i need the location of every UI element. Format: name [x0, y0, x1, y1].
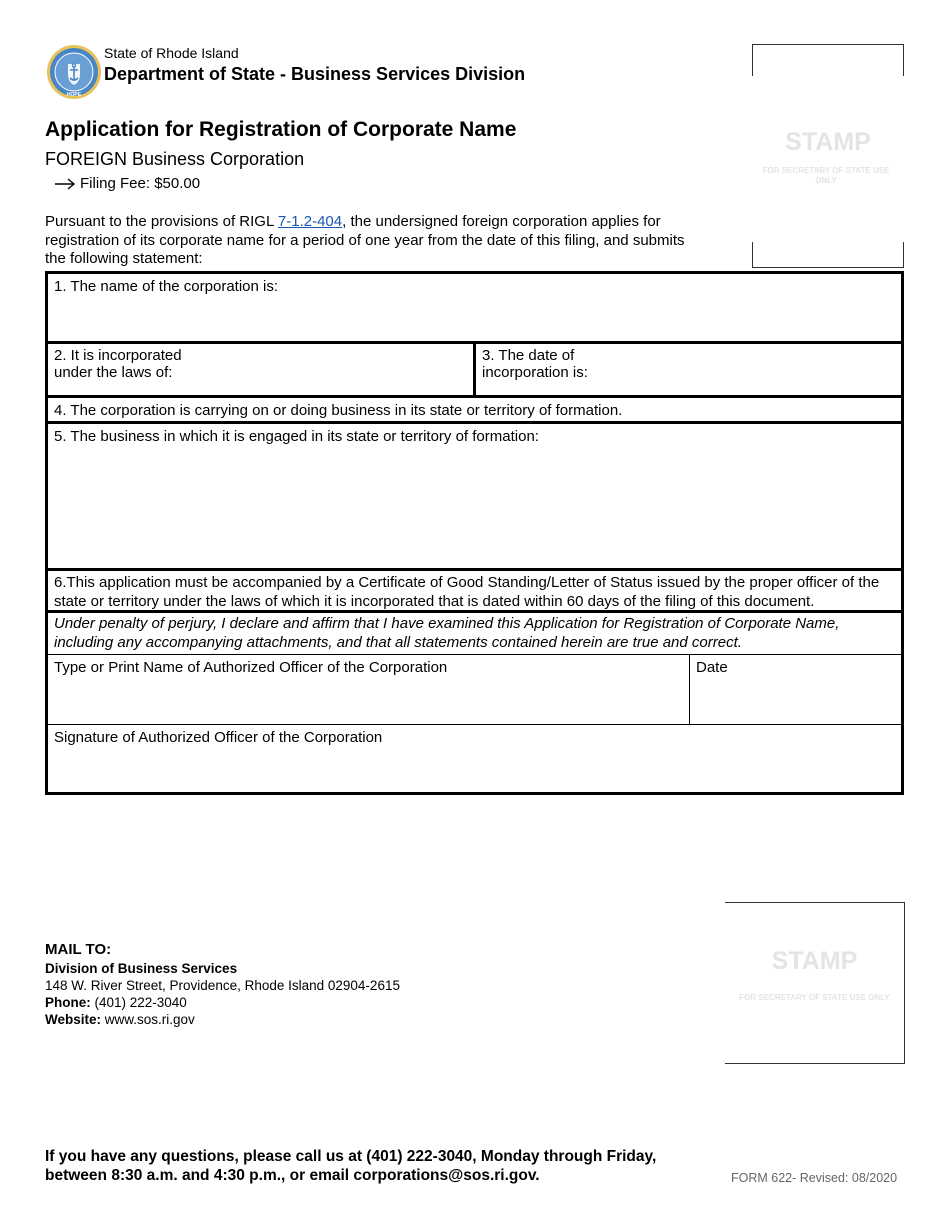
phone-number: (401) 222-3040: [90, 995, 187, 1010]
phone-label: Phone:: [45, 995, 91, 1010]
incorporation-date-field[interactable]: [476, 344, 901, 395]
row-incorporation: [48, 344, 901, 398]
business-engaged-label: 5. The business in which it is engaged in its state or territory of formation:: [54, 428, 539, 445]
department-name: Department of State - Business Services Division: [104, 64, 526, 84]
phone-line: [45, 994, 400, 1011]
stamp-sublabel: FOR SECRETARY OF STATE USE ONLY: [762, 166, 890, 185]
website-label: Website:: [45, 1012, 102, 1027]
filing-fee-text: Filing Fee: $50.00: [80, 175, 201, 192]
good-standing-statement: 6.This application must be accompanied by a Certificate of Good Standing/Letter of Status issued by the proper officer of the state or territory under the laws of which it is incorporated that is dated within 60 days of the filing of this document.: [54, 574, 880, 610]
date-label: Date: [696, 659, 728, 676]
stamp-box-top-frame: [752, 44, 904, 76]
intro-before-link: Pursuant to the provisions of RIGL: [45, 213, 278, 230]
state-name: State of Rhode Island: [104, 45, 239, 61]
form-subtitle: FOREIGN Business Corporation: [45, 149, 305, 169]
intro-paragraph: [45, 213, 695, 269]
row-officer-name: [48, 655, 901, 725]
date-field[interactable]: [690, 655, 901, 724]
row-good-standing: [48, 571, 901, 613]
corporation-name-label: 1. The name of the corporation is:: [54, 278, 279, 295]
rigl-link[interactable]: 7-1.2-404: [277, 213, 343, 230]
doing-business-statement: 4. The corporation is carrying on or doing business in its state or territory of formation.: [54, 402, 623, 419]
website-url: www.sos.ri.gov: [101, 1012, 195, 1027]
laws-of-label-line1: 2. It is incorporated: [54, 347, 182, 364]
stamp-box-top: [752, 44, 904, 268]
row-doing-business: [48, 398, 901, 424]
filing-fee: [54, 175, 200, 192]
officer-name-label: Type or Print Name of Authorized Officer of the Corporation: [54, 659, 448, 676]
row-business-engaged[interactable]: [48, 424, 901, 571]
incorporation-date-label-line1: 3. The date of: [482, 347, 575, 364]
perjury-affirmation: Under penalty of perjury, I declare and affirm that I have examined this Application for Registration of Corporate Name, including any accompanying attachments, and that all statements contained herein are true and correct.: [54, 615, 840, 651]
stamp-sublabel-2: FOR SECRETARY OF STATE USE ONLY: [739, 993, 890, 1002]
signature-label: Signature of Authorized Officer of the Corporation: [54, 729, 383, 746]
laws-of-field[interactable]: [48, 344, 476, 395]
mail-to-heading: MAIL TO:: [45, 941, 112, 958]
officer-name-field[interactable]: [48, 655, 690, 724]
form-number: FORM 622- Revised: 08/2020: [731, 1171, 898, 1185]
mail-to-block: [45, 941, 400, 1028]
contact-footer: If you have any questions, please call us at (401) 222-3040, Monday through Friday, between 8:30 a.m. and 4:30 p.m., or email corporations@sos.ri.gov.: [45, 1148, 657, 1184]
division-name: Division of Business Services: [45, 961, 238, 976]
seal-hope-text: HOPE: [66, 92, 82, 98]
mail-address: 148 W. River Street, Providence, Rhode Island 02904-2615: [45, 978, 400, 993]
stamp-label-2: STAMP: [771, 947, 858, 975]
row-corporation-name[interactable]: [48, 274, 901, 344]
stamp-box-bottom: [725, 902, 905, 1064]
row-signature[interactable]: [48, 725, 901, 792]
laws-of-label-line2: under the laws of:: [54, 364, 173, 381]
stamp-box-bottom-frame: [752, 242, 904, 268]
intro-after-link: , the undersigned foreign corporation applies for registration of its corporate name for a period of one year from the date of this filing, and submits the following statement:: [45, 213, 685, 267]
incorporation-date-label-line2: incorporation is:: [482, 364, 588, 381]
state-seal-icon: [46, 44, 102, 100]
stamp-label: STAMP: [785, 128, 871, 156]
website-line: [45, 1011, 400, 1028]
page-title: Application for Registration of Corporate Name: [45, 118, 517, 141]
application-form-table: [45, 271, 904, 795]
arrow-right-icon: [54, 178, 76, 190]
row-affirmation: [48, 613, 901, 655]
